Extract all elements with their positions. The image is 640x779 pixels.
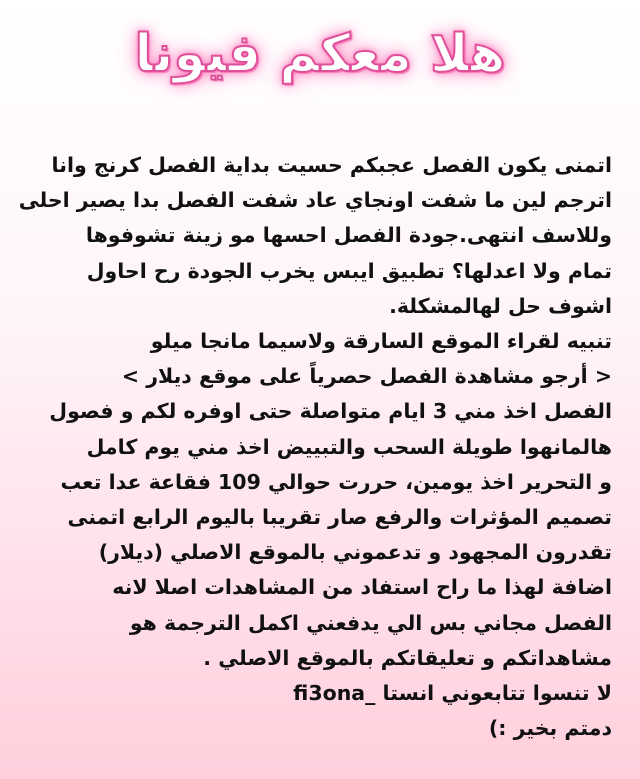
text-line: < أرجو مشاهدة الفصل حصرياً على موقع ديلار > xyxy=(121,364,612,389)
text-line: تمام ولا اعدلها؟ تطبيق ايبس يخرب الجودة رح احاول xyxy=(86,258,612,283)
text-line: دمتم بخير :) xyxy=(488,716,612,741)
title-area xyxy=(0,24,640,84)
text-line: و التحرير اخذ يومين، حررت حوالي 109 فقاعة عدا تعب xyxy=(60,469,612,494)
text-line: اضافة لهذا ما راح استفاد من المشاهدات اصلا لانه xyxy=(112,575,612,600)
text-line: تصميم المؤثرات والرفع صار تقريبا باليوم الرابع اتمنى xyxy=(67,505,612,530)
text-line: الفصل اخذ مني 3 ايام متواصلة حتى اوفره لكم و فصول xyxy=(49,399,612,424)
text-line: الفصل مجاني بس الي يدفعني اكمل الترجمة هو xyxy=(129,610,612,635)
text-line: هالمانهوا طويلة السحب والتبييض اخذ مني يوم كامل xyxy=(86,434,612,459)
text-line: اترجم لين ما شفت اونجاي عاد شفت الفصل بدا يصير احلى xyxy=(18,188,612,213)
text-line: اشوف حل لهالمشكلة. xyxy=(389,293,612,318)
message-body xyxy=(18,148,612,746)
text-line: تقدرون المجهود و تدعموني بالموقع الاصلي (ديلار) xyxy=(98,540,612,565)
text-line: وللاسف انتهى.جودة الفصل احسها مو زينة تشوفوها xyxy=(85,223,612,248)
text-line: لا تنسوا تتابعوني انستا _fi3ona xyxy=(293,681,612,706)
text-line: تنبيه لقراء الموقع السارقة ولاسيما مانجا ميلو xyxy=(150,329,612,354)
text-line: اتمنى يكون الفصل عجبكم حسيت بداية الفصل كرنج وانا xyxy=(51,153,612,177)
page-title: هلا معكم فيونا xyxy=(134,24,506,84)
text-line: مشاهداتكم و تعليقاتكم بالموقع الاصلي . xyxy=(203,645,612,670)
